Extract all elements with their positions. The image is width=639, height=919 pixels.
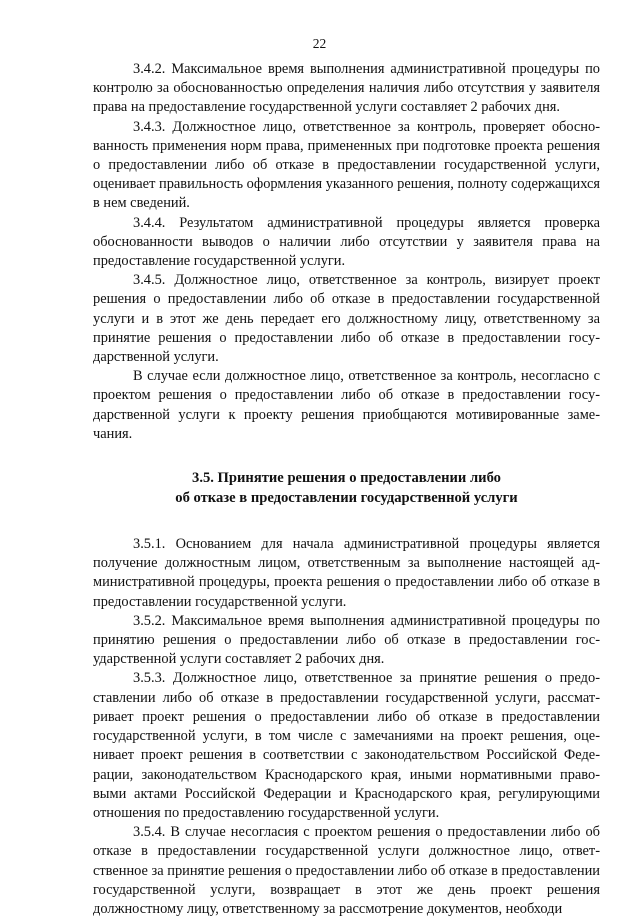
paragraph-3-5-3: 3.5.3. Должностное лицо, ответственное за принятие решения о предоставлении либо об отказе в предоставлении государственной услуги, рассматривает проект решения о предоставлении либо об отказе в предоставлении государственной услуги, в том числе с замечаниями на проект решения, оценивает проект решения в соответствии с законодательством Российской Федерации, законодательством Краснодарского края, иными нормативными правовыми актами Российской Федерации и Краснодарского края, регулирующими отношения по предоставлению государственной услуги.: [93, 670, 600, 821]
paragraph-3-5-2: 3.5.2. Максимальное время выполнения административной процедуры по принятию решения о предоставлении либо об отказе в предоставлении государственной услуги составляет 2 рабочих дня.: [93, 612, 600, 668]
page-number: 22: [312, 36, 327, 51]
paragraph-3-4-2: 3.4.2. Максимальное время выполнения административной процедуры по контролю за обоснованностью определения наличия либо отсутствия у заявителя права на предоставление государственной услуги составляет 2 рабочих дня.: [93, 61, 600, 116]
section-heading-line-2: об отказе в предоставлении государственной услуги: [175, 489, 518, 506]
paragraph-3-4-5: 3.4.5. Должностное лицо, ответственное за контроль, визирует проект решения о предоставлении либо об отказе в предоставлении государственной услуги и в этот же день передает его должностному лицу, ответственному за принятие решения о предоставлении либо об отказе в предоставлении государственной услуги.: [93, 272, 600, 366]
paragraph-3-4-4: 3.4.4. Результатом административной процедуры является проверка обоснованности выводов о наличии либо отсутствии у заявителя права на предоставление государственной услуги.: [93, 214, 600, 270]
section-heading-3-5: [93, 469, 600, 508]
paragraph-3-5-1: 3.5.1. Основанием для начала административной процедуры является получение должностным лицом, ответственным за выполнение настоящей административной процедуры, проекта решения о предоставлении либо об отказе в предоставлении государственной услуги.: [93, 536, 600, 610]
page-body: [93, 60, 600, 919]
paragraph-3-4-3: 3.4.3. Должностное лицо, ответственное за контроль, проверяет обоснованность применения норм права, примененных при подготовке проекта решения о предоставлении либо об отказе в предоставлении государственной услуги, оценивает правильность оформления указанного решения, полноту содержащихся в нем сведений.: [93, 118, 600, 212]
section-heading-line-1: 3.5. Принятие решения о предоставлении либо: [192, 470, 501, 487]
paragraph-3-5-4: 3.5.4. В случае несогласия с проектом решения о предоставлении либо об отказе в предоставлении государственной услуги должностное лицо, ответственное за принятие решения о предоставлении либо об отказе в предоставлении государственной услуги, возвращает в этот же день проект решения должностному лицу, ответственному за рассмотрение документов, необходи: [93, 824, 600, 917]
paragraph-disagreement-case: В случае если должностное лицо, ответственное за контроль, несогласно с проектом решения о предоставлении либо об отказе в предоставлении государственной услуги к проекту решения приобщаются мотивированные замечания.: [93, 368, 600, 442]
